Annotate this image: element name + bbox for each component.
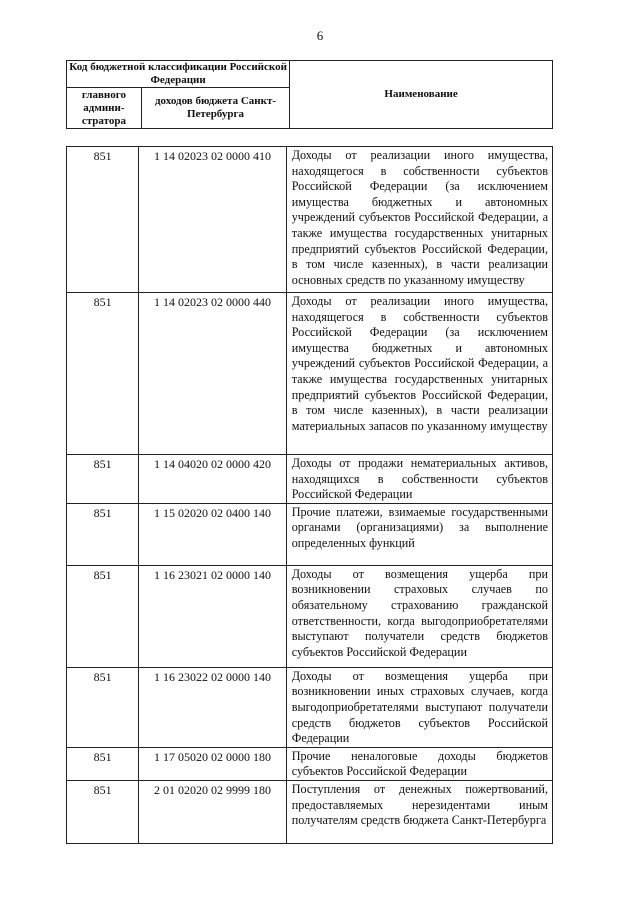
income-code-cell: 1 14 02023 02 0000 410 (139, 147, 286, 293)
admin-code-cell: 851 (67, 747, 139, 780)
income-code-cell: 1 14 02023 02 0000 440 (139, 293, 286, 455)
admin-code-cell: 851 (67, 565, 139, 667)
income-code-cell: 1 16 23022 02 0000 140 (139, 667, 286, 747)
header-name: Наименование (290, 61, 553, 129)
income-name-cell: Поступления от денежных пожертвований, предоставляемых нерезидентами иным получателям средств бюджета Санкт-Петербурга (286, 780, 552, 843)
income-name-cell: Прочие неналоговые доходы бюджетов субъектов Российской Федерации (286, 747, 552, 780)
income-name-cell: Прочие платежи, взимаемые государственными органами (организациями) за выполнение определенных функций (286, 503, 552, 565)
table-row (67, 780, 553, 843)
admin-code-cell: 851 (67, 455, 139, 504)
income-name-cell: Доходы от продажи нематериальных активов, находящихся в собственности субъектов Российской Федерации (286, 455, 552, 504)
header-income-code: доходов бюджета Санкт-Петербурга (141, 88, 289, 129)
admin-code-cell: 851 (67, 667, 139, 747)
income-name-cell: Доходы от реализации иного имущества, находящегося в собственности субъектов Российской Федерации (за исключением имущества бюджетных и автономных учреждений субъектов Российской Федерации, а также имущества государственных унитарных предприятий субъектов Российской Федерации, в том числе казенных), в части реализации основных средств по указанному имуществу (286, 147, 552, 293)
income-name-cell: Доходы от реализации иного имущества, находящегося в собственности субъектов Российской Федерации (за исключением имущества бюджетных и автономных учреждений субъектов Российской Федерации, а также имущества государственных унитарных предприятий субъектов Российской Федерации, в том числе казенных), в части реализации материальных запасов по указанному имуществу (286, 293, 552, 455)
income-code-cell: 1 16 23021 02 0000 140 (139, 565, 286, 667)
table-row (67, 455, 553, 504)
income-name-cell: Доходы от возмещения ущерба при возникновении иных страховых случаев, когда выгодоприобретателями выступают получатели средств бюджетов субъектов Российской Федерации (286, 667, 552, 747)
income-code-cell: 2 01 02020 02 9999 180 (139, 780, 286, 843)
income-name-cell: Доходы от возмещения ущерба при возникновении страховых случаев по обязательному страхованию гражданской ответственности, когда выгодоприобретателями выступают получатели средств бюджетов субъектов Российской Федерации (286, 565, 552, 667)
header-code-group: Код бюджетной классификации Российской Федерации (67, 61, 290, 88)
income-code-cell: 1 15 02020 02 0400 140 (139, 503, 286, 565)
income-code-cell: 1 17 05020 02 0000 180 (139, 747, 286, 780)
admin-code-cell: 851 (67, 147, 139, 293)
income-code-cell: 1 14 04020 02 0000 420 (139, 455, 286, 504)
table-row (67, 293, 553, 455)
header-main-admin: главного админи-стратора (67, 88, 142, 129)
table-row (67, 747, 553, 780)
table-header (66, 60, 553, 129)
page-number: 6 (316, 28, 324, 43)
admin-code-cell: 851 (67, 780, 139, 843)
admin-code-cell: 851 (67, 503, 139, 565)
table-row (67, 565, 553, 667)
table-row (67, 503, 553, 565)
budget-codes-table (66, 146, 553, 844)
table-row (67, 667, 553, 747)
admin-code-cell: 851 (67, 293, 139, 455)
table-row (67, 147, 553, 293)
